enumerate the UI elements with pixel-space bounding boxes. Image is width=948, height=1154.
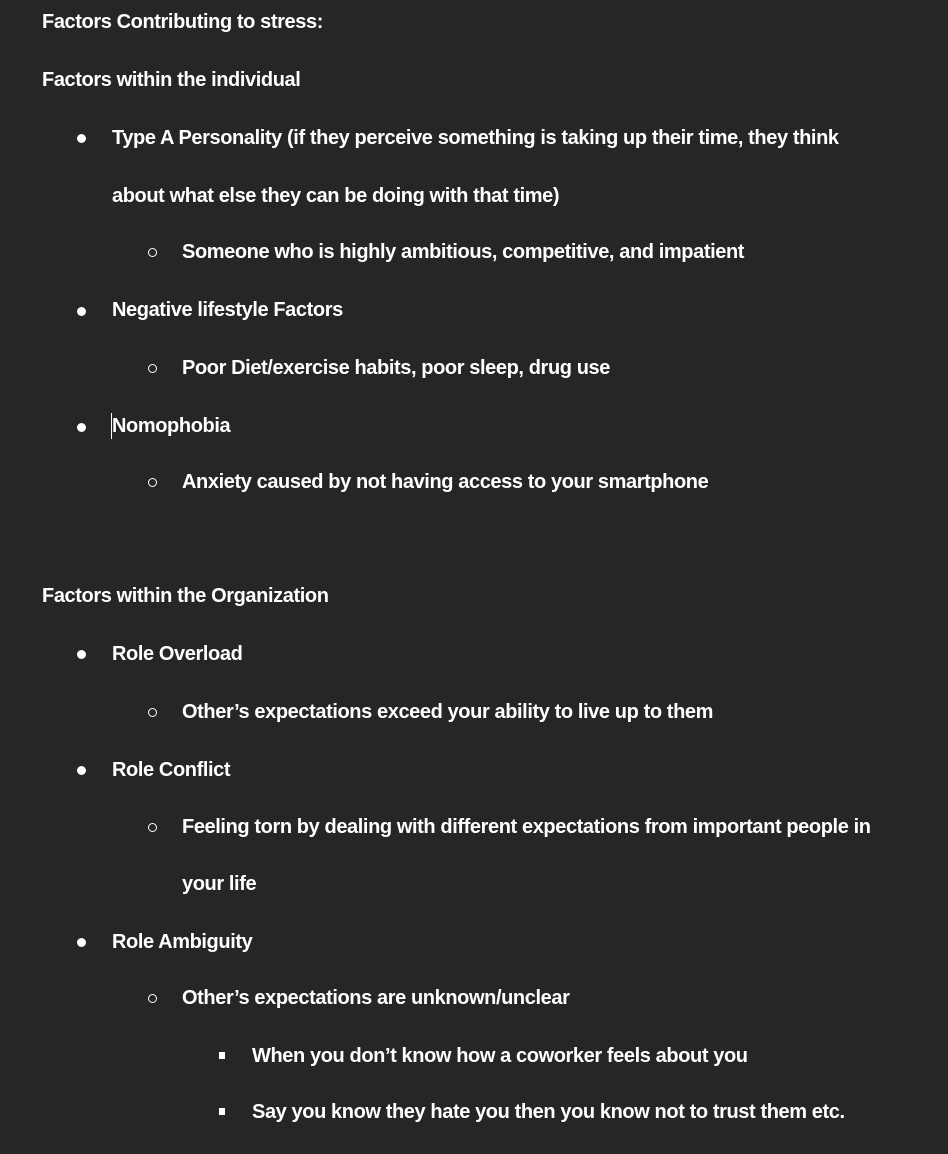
bullet-icon: [77, 307, 86, 316]
list-item-lifestyle: Negative lifestyle Factors: [112, 299, 343, 321]
bullet-icon: [77, 766, 86, 775]
sub-item-role-overload: Other’s expectations exceed your ability to live up to them: [182, 701, 713, 723]
hollow-bullet-icon: [148, 708, 157, 717]
square-bullet-icon: [219, 1052, 225, 1059]
bullet-icon: [77, 938, 86, 947]
document-title: Factors Contributing to stress:: [42, 11, 323, 33]
hollow-bullet-icon: [148, 364, 157, 373]
sub-item-role-conflict-line2: your life: [182, 873, 257, 895]
hollow-bullet-icon: [148, 248, 157, 257]
list-item-role-conflict: Role Conflict: [112, 759, 231, 781]
sub-item-role-ambiguity: Other’s expectations are unknown/unclear: [182, 987, 570, 1009]
sub-item-lifestyle: Poor Diet/exercise habits, poor sleep, drug use: [182, 357, 610, 379]
bullet-icon: [77, 423, 86, 432]
section-heading-individual: Factors within the individual: [42, 69, 301, 91]
list-item-type-a-line1: Type A Personality (if they perceive something is taking up their time, they think: [112, 127, 839, 149]
list-item-type-a-line2: about what else they can be doing with that time): [112, 185, 560, 207]
bullet-icon: [77, 134, 86, 143]
sub-item-type-a: Someone who is highly ambitious, competitive, and impatient: [182, 241, 745, 263]
hollow-bullet-icon: [148, 994, 157, 1003]
sub-item-nomophobia: Anxiety caused by not having access to your smartphone: [182, 471, 709, 493]
sub-sub-item-coworker: When you don’t know how a coworker feels about you: [252, 1045, 748, 1067]
sub-item-role-conflict-line1: Feeling torn by dealing with different expectations from important people in: [182, 816, 871, 838]
square-bullet-icon: [219, 1108, 225, 1115]
sub-sub-item-trust: Say you know they hate you then you know not to trust them etc.: [252, 1101, 845, 1123]
section-heading-organization: Factors within the Organization: [42, 585, 329, 607]
hollow-bullet-icon: [148, 823, 157, 832]
list-item-role-ambiguity: Role Ambiguity: [112, 931, 253, 953]
hollow-bullet-icon: [148, 478, 157, 487]
bullet-icon: [77, 650, 86, 659]
list-item-role-overload: Role Overload: [112, 643, 243, 665]
list-item-nomophobia: Nomophobia: [112, 415, 231, 437]
